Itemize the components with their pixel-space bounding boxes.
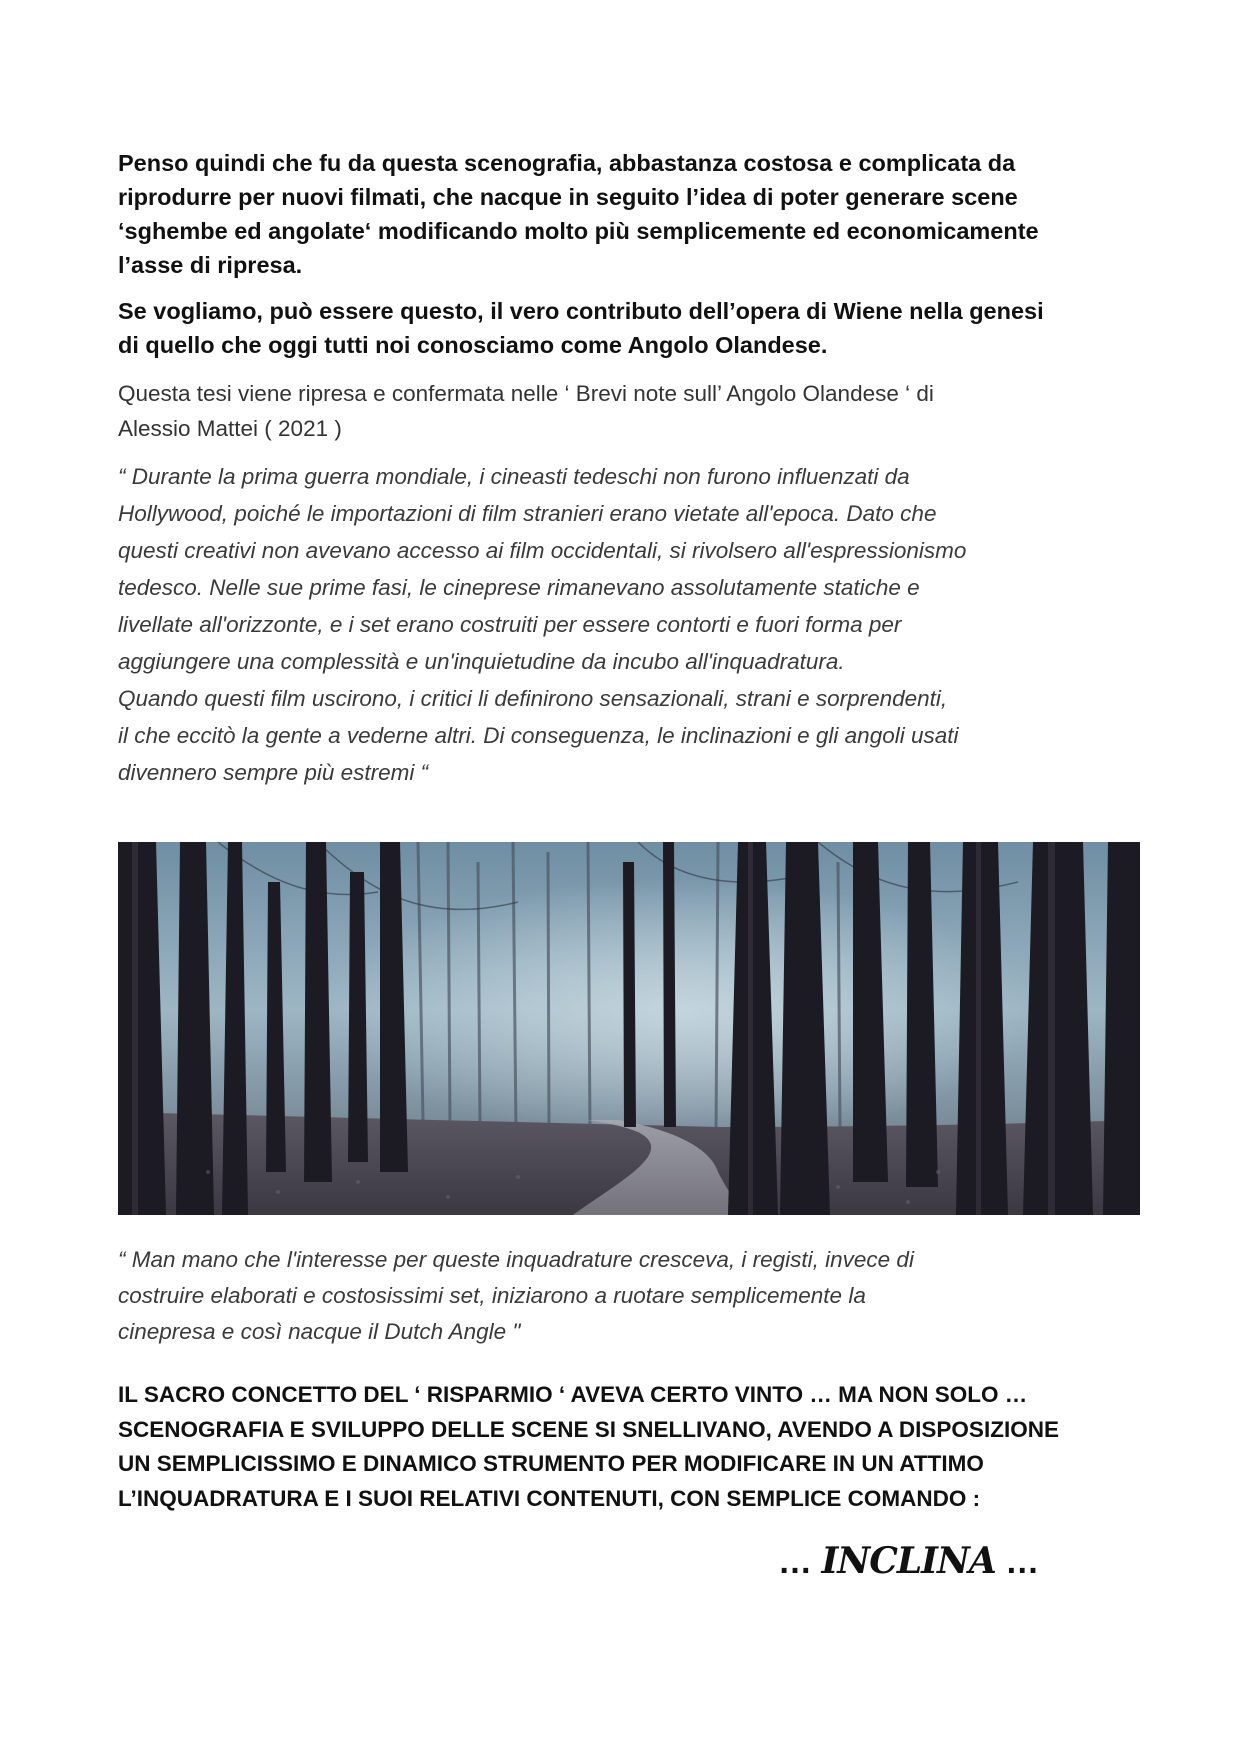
text-line: di quello che oggi tutti noi conosciamo come Angolo Olandese. <box>118 332 828 358</box>
caption-line: cinepresa e così nacque il Dutch Angle " <box>118 1319 521 1344</box>
forest-path-photo <box>118 842 1140 1215</box>
paragraph-contributo-wiene <box>118 294 1142 362</box>
caps-line: UN SEMPLICISSIMO E DINAMICO STRUMENTO PER MODIFICARE IN UN ATTIMO <box>118 1451 984 1476</box>
quote-line: questi creativi non avevano accesso ai film occidentali, si rivolsero all'espressionismo <box>118 538 967 563</box>
text-line: riprodurre per nuovi filmati, che nacque in seguito l’idea di poter generare scene <box>118 184 1018 210</box>
quote-espressionismo <box>118 458 1142 791</box>
quote-line: “ Durante la prima guerra mondiale, i cineasti tedeschi non furono influenzati da <box>118 464 910 489</box>
quote-line: Hollywood, poiché le importazioni di film stranieri erano vietate all'epoca. Dato che <box>118 501 937 526</box>
quote-line: livellate all'orizzonte, e i set erano costruiti per essere contorti e fuori forma per <box>118 612 902 637</box>
quote-line: il che eccitò la gente a vederne altri. Di conseguenza, le inclinazioni e gli angoli usati <box>118 723 959 748</box>
text-line: l’asse di ripresa. <box>118 252 303 278</box>
inclina-word: INCLINA <box>821 1540 996 1582</box>
caption-line: costruire elaborati e costosissimi set, iniziarono a ruotare semplicemente la <box>118 1283 866 1308</box>
text-line: Alessio Mattei ( 2021 ) <box>118 416 342 441</box>
text-line: Se vogliamo, può essere questo, il vero contributo dell’opera di Wiene nella genesi <box>118 298 1044 324</box>
text-line: ‘sghembe ed angolate‘ modificando molto più semplicemente ed economicamente <box>118 218 1039 244</box>
quote-line: divennero sempre più estremi “ <box>118 760 429 785</box>
caps-line: IL SACRO CONCETTO DEL ‘ RISPARMIO ‘ AVEVA CERTO VINTO … MA NON SOLO … <box>118 1382 1028 1407</box>
caps-conclusion <box>118 1378 1142 1516</box>
text-line: Questa tesi viene ripresa e confermata nelle ‘ Brevi note sull’ Angolo Olandese ‘ di <box>118 381 934 406</box>
quote-line: tedesco. Nelle sue prime fasi, le cineprese rimanevano assolutamente statiche e <box>118 575 920 600</box>
document-body <box>118 146 1142 791</box>
ellipsis-suffix: … <box>1005 1543 1040 1581</box>
photo-caption-quote <box>118 1242 1142 1350</box>
paragraph-tesi-mattei <box>118 376 1142 446</box>
caps-line: SCENOGRAFIA E SVILUPPO DELLE SCENE SI SNELLIVANO, AVENDO A DISPOSIZIONE <box>118 1416 1059 1442</box>
ellipsis-prefix: … <box>778 1543 812 1581</box>
closing-command <box>778 1541 1039 1582</box>
text-line: Penso quindi che fu da questa scenografia, abbastanza costosa e complicata da <box>118 150 1016 176</box>
quote-line: aggiungere una complessità e un'inquietudine da incubo all'inquadratura. <box>118 649 845 674</box>
forest-photo-illustration <box>118 842 1140 1215</box>
quote-line: Quando questi film uscirono, i critici li definirono sensazionali, strani e sorprendenti, <box>118 686 948 711</box>
caption-line: “ Man mano che l'interesse per queste inquadrature cresceva, i registi, invece di <box>118 1247 914 1272</box>
caps-line: L’INQUADRATURA E I SUOI RELATIVI CONTENUTI, CON SEMPLICE COMANDO : <box>118 1485 981 1511</box>
paragraph-scenografia <box>118 146 1142 282</box>
